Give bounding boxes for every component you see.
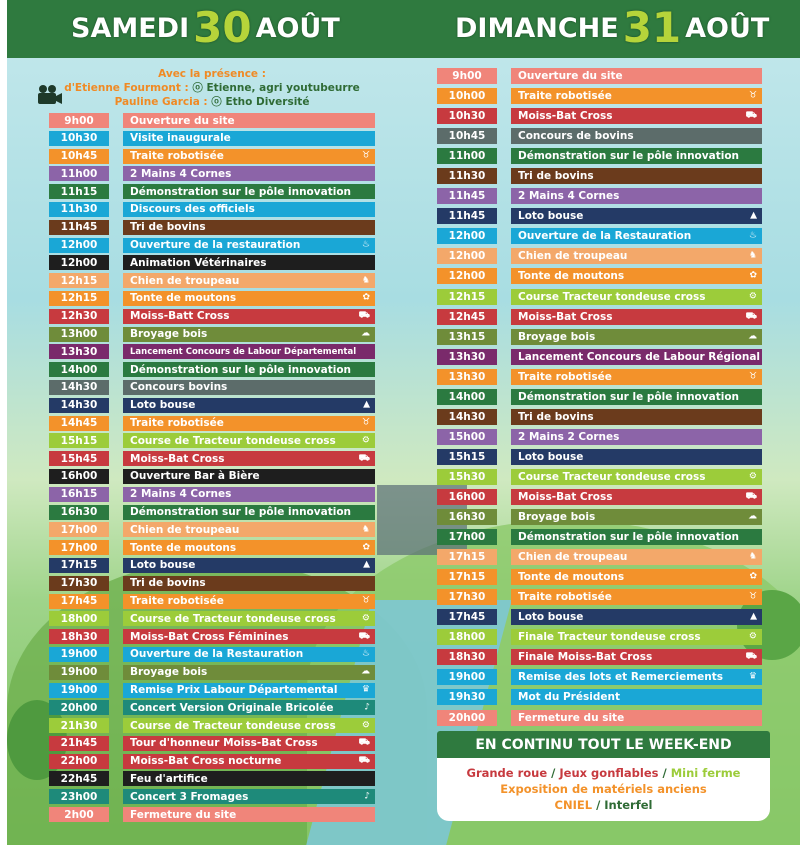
sheep-icon: ✿: [749, 270, 757, 281]
harvester-icon: ⛟: [358, 631, 370, 642]
schedule-label: 2 Mains 4 Cornes: [123, 487, 375, 502]
schedule-label: Moiss-Bat Cross nocturne: [123, 754, 375, 769]
sunday-month-label: AOÛT: [685, 12, 770, 44]
schedule-time: 11h45: [49, 220, 109, 235]
schedule-time: 2h00: [49, 807, 109, 822]
schedule-time: 11h30: [49, 202, 109, 217]
schedule-row: [437, 469, 762, 485]
schedule-row: [49, 166, 375, 181]
schedule-label: Broyage bois: [123, 665, 375, 680]
poop-icon: ▲: [363, 399, 370, 410]
schedule-label: Chien de troupeau: [123, 273, 375, 288]
schedule-row: [49, 398, 375, 413]
schedule-time: 13h15: [437, 329, 497, 345]
schedule-row: [49, 344, 375, 359]
schedule-label: Traite robotisée: [511, 589, 762, 605]
schedule-time: 13h30: [437, 349, 497, 365]
schedule-time: 12h15: [49, 291, 109, 306]
schedule-row: [49, 273, 375, 288]
continuous-item: Jeux gonflables: [559, 766, 659, 780]
schedule-time: 12h00: [437, 268, 497, 284]
schedule-time: 14h00: [437, 389, 497, 405]
schedule-label: Finale Tracteur tondeuse cross: [511, 629, 762, 645]
schedule-row: [49, 594, 375, 609]
schedule-time: 10h30: [437, 108, 497, 124]
schedule-time: 19h30: [437, 689, 497, 705]
schedule-label: Remise des lots et Remerciements: [511, 669, 762, 685]
schedule-label: Loto bouse: [511, 449, 762, 465]
schedule-label: Loto bouse: [123, 558, 375, 573]
schedule-row: [49, 789, 375, 804]
schedule-row: [49, 202, 375, 217]
schedule-label: Course Tracteur tondeuse cross: [511, 469, 762, 485]
schedule-row: [49, 647, 375, 662]
schedule-label: Concours de bovins: [511, 128, 762, 144]
harvester-icon: ⛟: [358, 453, 370, 464]
schedule-time: 10h45: [437, 128, 497, 144]
schedule-row: [437, 549, 762, 565]
schedule-time: 14h30: [437, 409, 497, 425]
schedule-time: 12h00: [437, 248, 497, 264]
schedule-label: Broyage bois: [123, 327, 375, 342]
sheep-icon: ✿: [749, 571, 757, 582]
schedule-time: 12h00: [49, 255, 109, 270]
schedule-time: 20h00: [437, 710, 497, 726]
schedule-label: Ouverture du site: [511, 68, 762, 84]
schedule-row: [437, 489, 762, 505]
schedule-row: [437, 88, 762, 104]
schedule-time: 12h15: [437, 289, 497, 305]
schedule-time: 9h00: [437, 68, 497, 84]
schedule-label: Tri de bovins: [123, 576, 375, 591]
schedule-label: Ouverture de la Restauration: [123, 647, 375, 662]
continuous-title: EN CONTINU TOUT LE WEEK-END: [437, 731, 770, 758]
harvester-icon: ⛟: [358, 755, 370, 766]
schedule-label: Course de Tracteur tondeuse cross: [123, 718, 375, 733]
schedule-time: 11h45: [437, 208, 497, 224]
schedule-row: [437, 649, 762, 665]
schedule-time: 21h45: [49, 736, 109, 751]
schedule-time: 21h30: [49, 718, 109, 733]
schedule-label: Animation Vétérinaires: [123, 255, 375, 270]
food-icon: ♨: [361, 239, 370, 250]
saturday-day-number: 30: [193, 3, 252, 52]
guest-handle: ⓞ Etienne, agri youtubeurre: [192, 82, 360, 94]
continuous-item: Interfel: [604, 798, 653, 812]
guest-handle: ⓞ Etho Diversité: [211, 96, 310, 108]
schedule-row: [437, 710, 762, 726]
wood-icon: ☁: [748, 331, 757, 342]
schedule-label: Course de Tracteur tondeuse cross: [123, 433, 375, 448]
schedule-label: Tri de bovins: [511, 168, 762, 184]
schedule-row: [437, 329, 762, 345]
schedule-row: [437, 429, 762, 445]
schedule-time: 14h00: [49, 362, 109, 377]
schedule-label: Moiss-Bat Cross: [511, 309, 762, 325]
schedule-row: [437, 248, 762, 264]
schedule-label: Feu d'artifice: [123, 771, 375, 786]
dog-icon: ♞: [748, 551, 757, 562]
sheep-icon: ✿: [362, 292, 370, 303]
schedule-row: [49, 683, 375, 698]
schedule-time: 15h00: [437, 429, 497, 445]
guests-block: [37, 67, 387, 109]
schedule-row: [49, 184, 375, 199]
schedule-time: 12h00: [49, 238, 109, 253]
schedule-row: [437, 228, 762, 244]
schedule-row: [437, 589, 762, 605]
poop-icon: ▲: [750, 611, 757, 622]
schedule-label: Ouverture de la Restauration: [511, 228, 762, 244]
schedule-row: [49, 291, 375, 306]
mower-icon: ⚙: [748, 631, 757, 642]
continuous-box: [437, 758, 770, 821]
continuous-item: Exposition de matériels anciens: [500, 782, 707, 796]
schedule-label: Traite robotisée: [511, 369, 762, 385]
schedule-time: 11h00: [49, 166, 109, 181]
schedule-time: 18h30: [437, 649, 497, 665]
guest-name: Pauline Garcia :: [114, 96, 208, 108]
schedule-row: [437, 569, 762, 585]
schedule-label: Tri de bovins: [511, 409, 762, 425]
schedule-label: Démonstration sur le pôle innovation: [511, 148, 762, 164]
continuous-separator: /: [547, 766, 560, 780]
schedule-row: [437, 609, 762, 625]
schedule-row: [49, 469, 375, 484]
schedule-label: Ouverture du site: [123, 113, 375, 128]
cow-udder-icon: ♉: [361, 595, 370, 606]
dog-icon: ♞: [361, 524, 370, 535]
schedule-row: [49, 255, 375, 270]
schedule-label: Loto bouse: [123, 398, 375, 413]
schedule-label: Remise Prix Labour Départemental: [123, 683, 375, 698]
schedule-row: [437, 689, 762, 705]
schedule-time: 9h00: [49, 113, 109, 128]
schedule-label: Moiss-Batt Cross: [123, 309, 375, 324]
continuous-item: Grande roue: [466, 766, 548, 780]
schedule-time: 15h15: [437, 449, 497, 465]
schedule-row: [49, 451, 375, 466]
schedule-row: [49, 149, 375, 164]
guitar-icon: ♪: [364, 702, 370, 713]
guitar-icon: ♪: [364, 791, 370, 802]
schedule-row: [437, 349, 762, 365]
schedule-row: [49, 736, 375, 751]
header-bar: [7, 0, 800, 58]
mower-icon: ⚙: [361, 613, 370, 624]
poop-icon: ▲: [363, 559, 370, 570]
continuous-separator: /: [658, 766, 671, 780]
schedule-time: 11h45: [437, 188, 497, 204]
mower-icon: ⚙: [361, 720, 370, 731]
harvester-icon: ⛟: [745, 311, 757, 322]
schedule-row: [49, 487, 375, 502]
schedule-label: Chien de troupeau: [511, 549, 762, 565]
harvester-icon: ⛟: [358, 310, 370, 321]
schedule-time: 15h15: [49, 433, 109, 448]
schedule-label: Tonte de moutons: [511, 569, 762, 585]
schedule-time: 12h30: [49, 309, 109, 324]
schedule-row: [437, 309, 762, 325]
schedule-label: Concert Version Originale Bricolée: [123, 700, 375, 715]
schedule-label: Traite robotisée: [123, 149, 375, 164]
dog-icon: ♞: [361, 275, 370, 286]
wood-icon: ☁: [361, 666, 370, 677]
schedule-label: Traite robotisée: [123, 594, 375, 609]
schedule-label: 2 Mains 4 Cornes: [123, 166, 375, 181]
schedule-label: Tri de bovins: [123, 220, 375, 235]
sheep-icon: ✿: [362, 542, 370, 553]
schedule-time: 16h30: [49, 505, 109, 520]
schedule-row: [49, 771, 375, 786]
schedule-time: 16h00: [437, 489, 497, 505]
schedule-time: 17h30: [49, 576, 109, 591]
schedule-label: Ouverture Bar à Bière: [123, 469, 375, 484]
schedule-time: 10h00: [437, 88, 497, 104]
schedule-label: Concert 3 Fromages: [123, 789, 375, 804]
schedule-time: 20h00: [49, 700, 109, 715]
schedule-row: [49, 629, 375, 644]
schedule-label: Loto bouse: [511, 609, 762, 625]
schedule-label: Moiss-Bat Cross: [123, 451, 375, 466]
schedule-time: 17h00: [437, 529, 497, 545]
harvester-icon: ⛟: [745, 110, 757, 121]
schedule-row: [49, 327, 375, 342]
schedule-time: 18h00: [437, 629, 497, 645]
schedule-label: Finale Moiss-Bat Cross: [511, 649, 762, 665]
schedule-label: Discours des officiels: [123, 202, 375, 217]
schedule-time: 17h15: [437, 569, 497, 585]
schedule-row: [437, 629, 762, 645]
schedule-label: Tonte de moutons: [123, 291, 375, 306]
schedule-label: 2 Mains 2 Cornes: [511, 429, 762, 445]
schedule-row: [437, 108, 762, 124]
schedule-time: 11h30: [437, 168, 497, 184]
mower-icon: ⚙: [748, 471, 757, 482]
schedule-row: [49, 238, 375, 253]
schedule-label: Lancement Concours de Labour Régional: [511, 349, 762, 365]
schedule-row: [437, 369, 762, 385]
schedule-row: [437, 188, 762, 204]
schedule-label: Visite inaugurale: [123, 131, 375, 146]
schedule-row: [49, 611, 375, 626]
schedule-label: Moiss-Bat Cross: [511, 489, 762, 505]
schedule-row: [49, 309, 375, 324]
schedule-row: [437, 289, 762, 305]
schedule-label: Fermeture du site: [511, 710, 762, 726]
schedule-label: Concours bovins: [123, 380, 375, 395]
schedule-time: 10h30: [49, 131, 109, 146]
schedule-time: 17h45: [49, 594, 109, 609]
continuous-item: CNIEL: [554, 798, 593, 812]
schedule-time: 17h15: [437, 549, 497, 565]
wood-icon: ☁: [748, 511, 757, 522]
sunday-day-number: 31: [622, 3, 682, 52]
mower-icon: ⚙: [748, 291, 757, 302]
schedule-time: 12h15: [49, 273, 109, 288]
food-icon: ♨: [361, 648, 370, 659]
schedule-row: [437, 449, 762, 465]
schedule-label: Démonstration sur le pôle innovation: [123, 362, 375, 377]
schedule-label: Démonstration sur le pôle innovation: [123, 184, 375, 199]
saturday-title: [71, 3, 340, 52]
schedule-time: 19h00: [49, 683, 109, 698]
schedule-label: Tour d'honneur Moiss-Bat Cross: [123, 736, 375, 751]
schedule-label: 2 Mains 4 Cornes: [511, 188, 762, 204]
schedule-label: Course de Tracteur tondeuse cross: [123, 611, 375, 626]
schedule-label: Lancement Concours de Labour Départemental: [123, 344, 375, 359]
schedule-row: [437, 68, 762, 84]
schedule-row: [437, 208, 762, 224]
sunday-schedule: [437, 68, 762, 730]
cow-udder-icon: ♉: [361, 150, 370, 161]
schedule-row: [49, 433, 375, 448]
schedule-row: [49, 754, 375, 769]
trophy-icon: ♛: [748, 671, 757, 682]
schedule-row: [49, 807, 375, 822]
schedule-label: Démonstration sur le pôle innovation: [511, 529, 762, 545]
schedule-time: 11h00: [437, 148, 497, 164]
schedule-label: Tonte de moutons: [123, 540, 375, 555]
schedule-row: [437, 409, 762, 425]
schedule-time: 22h45: [49, 771, 109, 786]
schedule-time: 14h30: [49, 398, 109, 413]
schedule-row: [49, 380, 375, 395]
schedule-row: [49, 522, 375, 537]
schedule-row: [49, 505, 375, 520]
schedule-time: 22h00: [49, 754, 109, 769]
schedule-time: 16h15: [49, 487, 109, 502]
schedule-row: [49, 700, 375, 715]
schedule-row: [49, 220, 375, 235]
schedule-row: [49, 665, 375, 680]
trophy-icon: ♛: [361, 684, 370, 695]
cow-udder-icon: ♉: [748, 90, 757, 101]
schedule-label: Fermeture du site: [123, 807, 375, 822]
saturday-day-label: SAMEDI: [71, 12, 190, 44]
schedule-label: Tonte de moutons: [511, 268, 762, 284]
sunday-day-label: DIMANCHE: [455, 12, 619, 44]
schedule-row: [437, 268, 762, 284]
schedule-time: 17h30: [437, 589, 497, 605]
cow-udder-icon: ♉: [748, 371, 757, 382]
schedule-time: 19h00: [49, 665, 109, 680]
poop-icon: ▲: [750, 210, 757, 221]
schedule-time: 12h45: [437, 309, 497, 325]
schedule-row: [49, 362, 375, 377]
schedule-time: 18h30: [49, 629, 109, 644]
schedule-label: Chien de troupeau: [123, 522, 375, 537]
harvester-icon: ⛟: [358, 737, 370, 748]
schedule-row: [437, 529, 762, 545]
schedule-label: Course Tracteur tondeuse cross: [511, 289, 762, 305]
schedule-row: [49, 558, 375, 573]
schedule-time: 17h15: [49, 558, 109, 573]
schedule-row: [49, 576, 375, 591]
schedule-row: [437, 128, 762, 144]
food-icon: ♨: [748, 230, 757, 241]
schedule-time: 13h00: [49, 327, 109, 342]
schedule-label: Chien de troupeau: [511, 248, 762, 264]
schedule-label: Loto bouse: [511, 208, 762, 224]
event-poster: [7, 0, 800, 845]
cow-udder-icon: ♉: [361, 417, 370, 428]
schedule-time: 17h00: [49, 522, 109, 537]
schedule-row: [437, 669, 762, 685]
schedule-label: Traite robotisée: [123, 416, 375, 431]
schedule-time: 23h00: [49, 789, 109, 804]
sunday-title: [455, 3, 770, 52]
schedule-row: [437, 509, 762, 525]
schedule-time: 10h45: [49, 149, 109, 164]
schedule-label: Ouverture de la restauration: [123, 238, 375, 253]
saturday-schedule: [49, 113, 375, 825]
schedule-time: 19h00: [49, 647, 109, 662]
schedule-time: 18h00: [49, 611, 109, 626]
schedule-label: Moiss-Bat Cross: [511, 108, 762, 124]
cow-udder-icon: ♉: [748, 591, 757, 602]
schedule-row: [49, 416, 375, 431]
schedule-row: [437, 389, 762, 405]
schedule-time: 17h00: [49, 540, 109, 555]
schedule-row: [49, 540, 375, 555]
schedule-label: Traite robotisée: [511, 88, 762, 104]
schedule-label: Broyage bois: [511, 509, 762, 525]
saturday-month-label: AOÛT: [255, 12, 340, 44]
wood-icon: ☁: [361, 328, 370, 339]
guests-title: Avec la présence :: [158, 68, 266, 80]
schedule-row: [49, 131, 375, 146]
schedule-time: 16h30: [437, 509, 497, 525]
schedule-time: 14h45: [49, 416, 109, 431]
schedule-time: 13h30: [437, 369, 497, 385]
continuous-separator: /: [592, 798, 605, 812]
schedule-label: Mot du Président: [511, 689, 762, 705]
schedule-label: Moiss-Bat Cross Féminines: [123, 629, 375, 644]
harvester-icon: ⛟: [745, 491, 757, 502]
harvester-icon: ⛟: [745, 651, 757, 662]
schedule-time: 17h45: [437, 609, 497, 625]
schedule-time: 15h45: [49, 451, 109, 466]
schedule-time: 12h00: [437, 228, 497, 244]
dog-icon: ♞: [748, 250, 757, 261]
mower-icon: ⚙: [361, 435, 370, 446]
schedule-row: [437, 148, 762, 164]
schedule-row: [437, 168, 762, 184]
continuous-item: Mini ferme: [670, 766, 741, 780]
schedule-time: 15h30: [437, 469, 497, 485]
guest-name: d'Etienne Fourmont :: [64, 82, 189, 94]
schedule-time: 13h30: [49, 344, 109, 359]
schedule-row: [49, 718, 375, 733]
schedule-label: Broyage bois: [511, 329, 762, 345]
schedule-time: 16h00: [49, 469, 109, 484]
schedule-row: [49, 113, 375, 128]
schedule-time: 14h30: [49, 380, 109, 395]
schedule-label: Démonstration sur le pôle innovation: [123, 505, 375, 520]
schedule-label: Démonstration sur le pôle innovation: [511, 389, 762, 405]
schedule-time: 19h00: [437, 669, 497, 685]
schedule-time: 11h15: [49, 184, 109, 199]
